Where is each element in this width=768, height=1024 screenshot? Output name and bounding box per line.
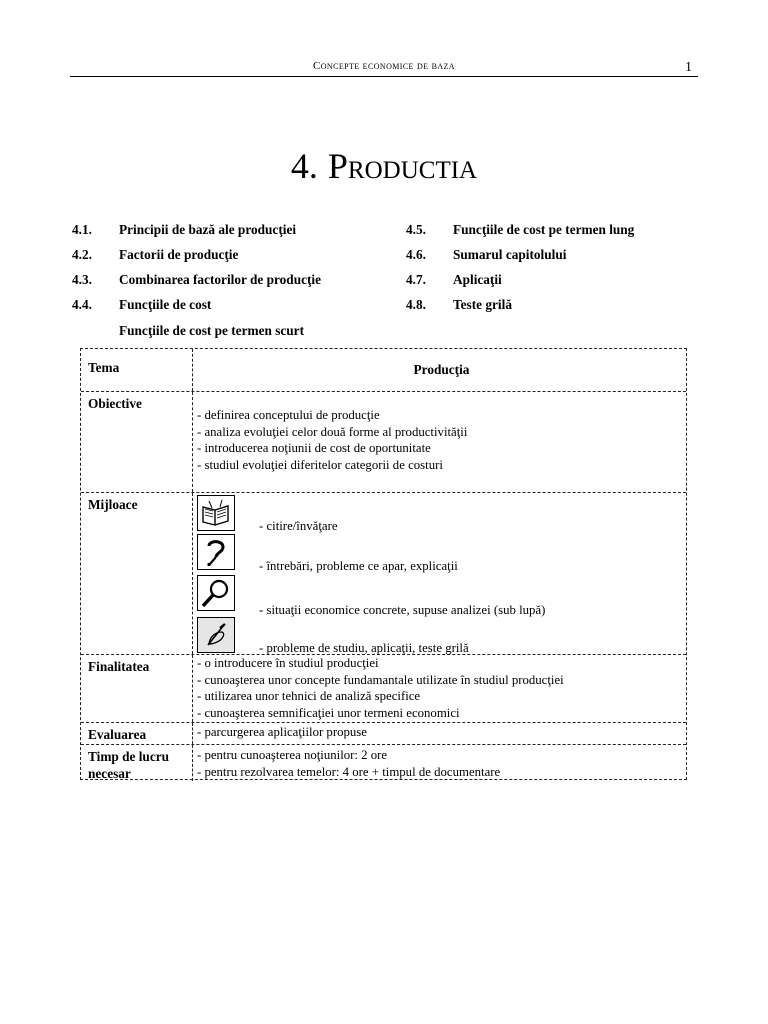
mijloace-label: - situaţii economice concrete, supuse analizei (sub lupă) xyxy=(259,603,546,617)
list-item: - pentru rezolvarea temelor: 4 ore + timpul de documentare xyxy=(197,764,501,779)
toc-entry-title: Funcţiile de cost pe termen lung xyxy=(453,222,635,237)
finalitatea-list xyxy=(197,655,682,721)
table-row-obiective xyxy=(81,392,686,493)
toc-entry-number: 4.8. xyxy=(406,297,426,312)
list-item: - utilizarea unor tehnici de analiză specifice xyxy=(197,689,421,703)
row-label: Evaluarea xyxy=(81,723,193,744)
list-item: - o introducere în studiul producţiei xyxy=(197,656,379,670)
tema-value: Producţia xyxy=(413,362,470,377)
table-row-evaluarea xyxy=(81,723,686,745)
row-label: Obiective xyxy=(81,392,193,492)
list-item: - pentru cunoaşterea noţiunilor: 2 ore xyxy=(197,748,388,762)
mijloace-label: - probleme de studiu, aplicaţii, teste grilă xyxy=(259,641,469,655)
toc-entry-number: 4.7. xyxy=(406,272,426,287)
row-label: Mijloace xyxy=(81,493,193,654)
mijloace-label: - întrebări, probleme ce apar, explicaţii xyxy=(259,559,458,573)
chapter-title: Productia xyxy=(327,146,478,186)
toc-entry-title: Principii de bază ale producţiei xyxy=(119,222,297,237)
list-item: - cunoaşterea unor concepte fundamantale utilizate în studiul producţiei xyxy=(197,672,564,687)
obiective-list xyxy=(197,407,682,473)
page-number: 1 xyxy=(685,60,692,75)
toc-entry-number: 4.2. xyxy=(72,247,92,262)
toc-entry-number: 4.1. xyxy=(72,222,92,237)
magnifier-icon xyxy=(197,575,235,611)
toc-entry-title: Combinarea factorilor de producţie xyxy=(119,272,322,287)
toc-entry-title: Teste grilă xyxy=(453,297,512,312)
row-label: Tema xyxy=(81,349,193,391)
chapter-heading xyxy=(0,148,768,184)
list-item: - introducerea noţiunii de cost de oportunitate xyxy=(197,441,431,455)
table-row-tema xyxy=(81,349,686,392)
toc-entry-title: Factorii de producţie xyxy=(119,247,239,262)
toc-entry-title: Aplicaţii xyxy=(453,272,502,287)
question-mark-icon xyxy=(197,534,235,570)
chapter-overview-table xyxy=(80,348,687,780)
row-label: Finalitatea xyxy=(81,655,193,722)
pencil-note-icon xyxy=(197,617,235,653)
table-row-finalitatea xyxy=(81,655,686,723)
toc-entry-title: Sumarul capitolului xyxy=(453,247,567,262)
list-item: - cunoaşterea semnificaţiei unor termeni economici xyxy=(197,705,460,720)
row-label: Timp de lucru necesar xyxy=(81,745,193,781)
toc-entry-number: 4.5. xyxy=(406,222,426,237)
open-book-icon xyxy=(197,495,235,531)
chapter-number: 4. xyxy=(290,146,318,186)
table-row-timp xyxy=(81,745,686,781)
table-row-mijloace xyxy=(81,493,686,655)
running-header xyxy=(70,60,698,77)
toc-entry-number: 4.6. xyxy=(406,247,426,262)
list-item: - studiul evoluţiei diferitelor categorii de costuri xyxy=(197,457,443,472)
list-item: - analiza evoluţiei celor două forme al productivităţii xyxy=(197,424,468,439)
list-item: - definirea conceptului de producţie xyxy=(197,408,380,422)
timp-list xyxy=(197,747,682,780)
toc-entry-number: 4.4. xyxy=(72,297,92,312)
toc-entry-title: Funcţiile de cost pe termen scurt xyxy=(119,323,305,338)
evaluarea-list xyxy=(197,724,682,741)
toc-entry-title: Funcţiile de cost xyxy=(119,297,212,312)
mijloace-label: - citire/învăţare xyxy=(259,519,338,533)
running-title: Concepte economice de baza xyxy=(313,60,455,72)
list-item: - parcurgerea aplicaţiilor propuse xyxy=(197,725,367,739)
toc-entry-number: 4.3. xyxy=(72,272,92,287)
